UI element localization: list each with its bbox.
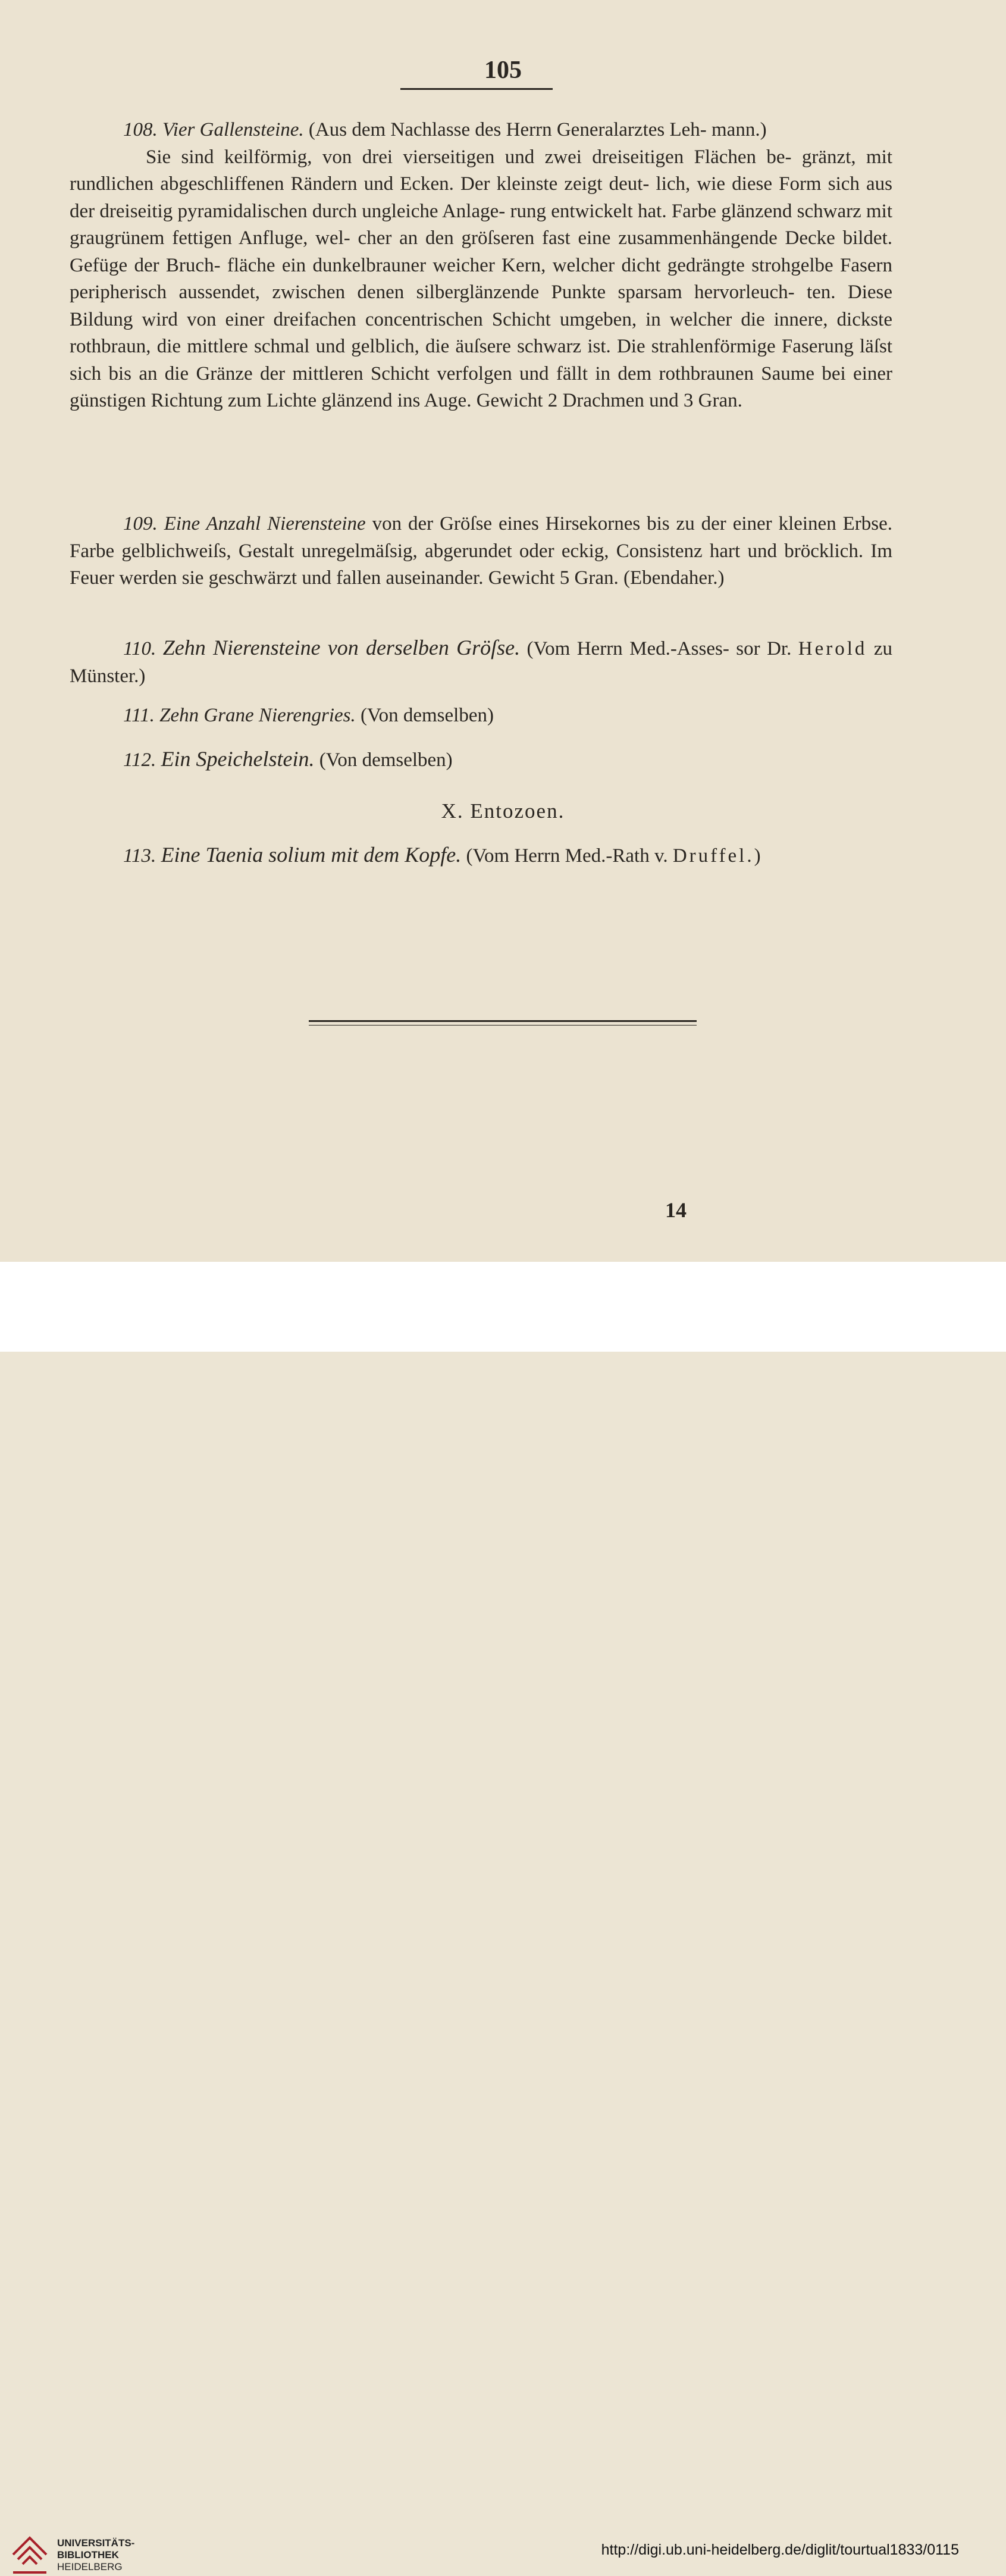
entry-110-text [70,634,892,690]
library-name [57,2537,134,2573]
entry-description: Sie sind keilförmig, von drei vierseitigen und zwei dreiseitigen Flächen be- gränzt, mit rundlichen abgeschliffenen Rändern und Ecken. Der kleinste zeigt deut- lich, wie diese Form sich aus der dreiseitig pyramidalischen durch ungleiche Anlage- rung entwickelt hat. Farbe glänzend schwarz mit graugrünem fettigen Anfluge, wel- cher an den gröſseren fast eine zusammenhängende Decke bildet. Gefüge der Bruch- fläche ein dunkelbrauner weicher Kern, welcher dicht gedrängte strohgelbe Fasern peripherisch aussendet, zwischen denen silberglänzende Punkte sparsam hervorleuch- ten. Diese Bildung wird von einer dreifachen concentrischen Schicht umgeben, in welcher die innere, dickste rothbraun, die mittlere schmal und gelblich, die äuſsere schwarz ist. Die strahlenförmige Faserung läſst sich bis an die Gränze der mittleren Schicht verfolgen und fällt in dem rothbraunen Saume bei einer günstigen Richtung zum Lichte glänzend ins Auge. Gewicht 2 Drachmen und 3 Gran. [70,146,892,411]
entry-title: Ein Speichelstein. [161,747,315,771]
person-name: Druffel. [672,845,754,867]
library-name-line2: BIBLIOTHEK [57,2549,119,2561]
entry-111-text [70,702,892,730]
entry-number: 112. [123,749,156,771]
entry-source: (Von demselben) [319,749,453,771]
entry-109 [70,511,892,592]
footer-bar [0,1262,1006,2572]
entry-109-text [70,511,892,592]
entry-110 [70,634,892,690]
entry-number: 108. [123,119,158,140]
library-name-line1: UNIVERSITÄTS- [57,2537,135,2549]
entry-description: von der Gröſse eines Hirsekornes bis zu der einer kleinen Erbse. Farbe gelblichweiſs, Gestalt unregelmäſsig, abgerundet oder eckig, Consistenz hart und bröcklich. Im Feuer werden sie geschwärzt und fallen auseinander. Gewicht 5 Gran. (Ebendaher.) [70,513,893,589]
section-heading: X. Entozoen. [441,799,565,823]
entry-source: (Vom Herrn Med.-Asses- sor Dr. [526,638,792,659]
entry-number: 109. [123,513,158,534]
entry-title: Zehn Nierensteine von derselben Gröſse. [162,636,521,659]
entry-title: Zehn Grane Nierengries. [159,705,356,726]
entry-source-place: zu Münster.) [70,638,893,687]
entry-113 [70,842,892,870]
entry-title: Eine Anzahl Nierensteine [164,513,366,534]
entry-112-text [70,746,892,774]
scanned-page [0,0,1006,1262]
page-number: 105 [484,57,522,84]
entry-source: (Aus dem Nachlasse des Herrn Generalarztes Leh- mann.) [308,119,767,140]
entry-number: 111. [123,705,155,726]
entry-108-heading [70,117,892,144]
entry-title: Eine Taenia solium mit dem Kopfe. [161,843,462,867]
entry-number: 113. [123,845,156,867]
entry-source: (Von demselben) [361,705,494,726]
end-rule [309,1020,697,1022]
library-name-line3: HEIDELBERG [57,2561,123,2572]
source-url-link[interactable]: http://digi.ub.uni-heidelberg.de/diglit/tourtual1833/0115 [601,2541,959,2558]
end-rule-thin [309,1025,697,1026]
entry-title: Vier Gallensteine. [162,119,304,140]
signature-mark: 14 [665,1198,687,1222]
entry-112 [70,746,892,774]
entry-108 [70,117,892,415]
header-rule [400,88,553,90]
library-logo-icon [10,2534,51,2576]
entry-number: 110. [123,638,156,659]
person-name: Herold [798,638,867,659]
entry-111 [70,702,892,730]
entry-source: (Vom Herrn Med.-Rath v. [466,845,668,867]
entry-source-close: ) [754,845,761,867]
entry-113-text [70,842,892,870]
